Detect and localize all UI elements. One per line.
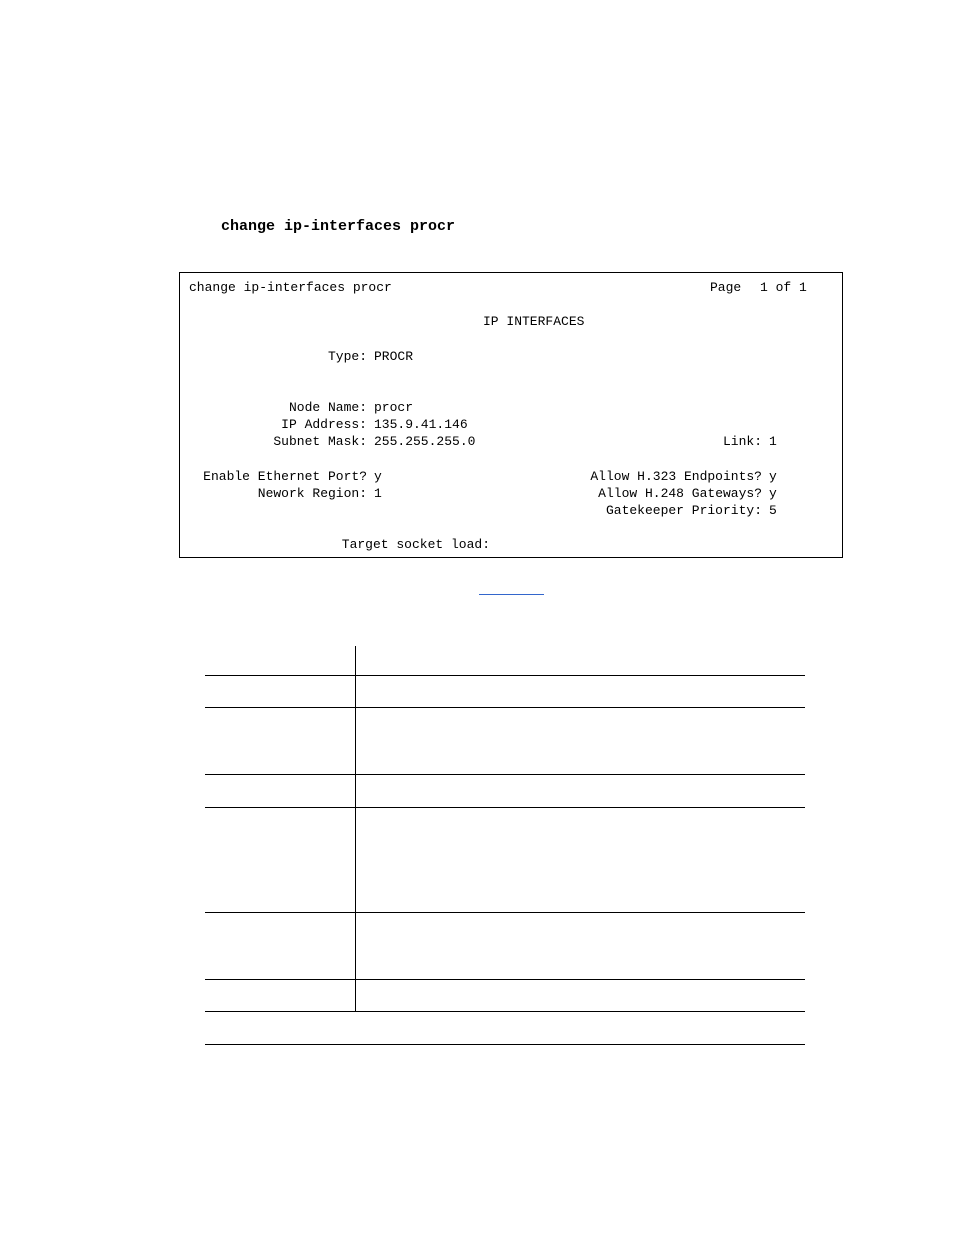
- page-number: 1 of 1: [760, 280, 807, 295]
- ip-address-label: IP Address:: [281, 417, 367, 432]
- table-row-divider: [205, 912, 805, 913]
- node-name-label: Node Name:: [288, 400, 367, 415]
- enable-ethernet-field[interactable]: y: [374, 469, 382, 484]
- gatekeeper-priority-label: Gatekeeper Priority:: [605, 503, 762, 518]
- table-row-divider: [205, 774, 805, 775]
- column-divider: [355, 646, 356, 1012]
- terminal-screen: [179, 272, 843, 558]
- node-name-field[interactable]: procr: [374, 400, 414, 415]
- table-row-divider: [205, 979, 805, 980]
- allow-h248-field[interactable]: y: [769, 486, 777, 501]
- screen-title: IP INTERFACES: [483, 314, 585, 329]
- table-row-divider: [205, 807, 805, 808]
- enable-ethernet-label: Enable Ethernet Port?: [203, 469, 367, 484]
- gatekeeper-priority-field[interactable]: 5: [769, 503, 777, 518]
- type-field[interactable]: PROCR: [374, 349, 414, 364]
- network-region-label: Nework Region:: [257, 486, 367, 501]
- type-label: Type:: [327, 349, 367, 364]
- ip-address-field[interactable]: 135.9.41.146: [374, 417, 468, 432]
- allow-h248-label: Allow H.248 Gateways?: [598, 486, 762, 501]
- subnet-mask-label: Subnet Mask:: [273, 434, 367, 449]
- table-row-divider: [205, 675, 805, 676]
- table-row-divider: [205, 707, 805, 708]
- field-description-table: [205, 646, 805, 1046]
- table-row-divider: [205, 1044, 805, 1045]
- subnet-mask-field[interactable]: 255.255.255.0: [374, 434, 476, 449]
- command-text: change ip-interfaces procr: [221, 218, 456, 235]
- link-field[interactable]: 1: [769, 434, 777, 449]
- figure-link[interactable]: [479, 594, 544, 595]
- target-socket-load-label: Target socket load:: [341, 537, 490, 552]
- link-label: Link:: [722, 434, 762, 449]
- allow-h323-field[interactable]: y: [769, 469, 777, 484]
- allow-h323-label: Allow H.323 Endpoints?: [590, 469, 762, 484]
- network-region-field[interactable]: 1: [374, 486, 382, 501]
- header-command: change ip-interfaces procr: [189, 280, 392, 295]
- page-label: Page: [710, 280, 742, 295]
- table-row-divider: [205, 1011, 805, 1012]
